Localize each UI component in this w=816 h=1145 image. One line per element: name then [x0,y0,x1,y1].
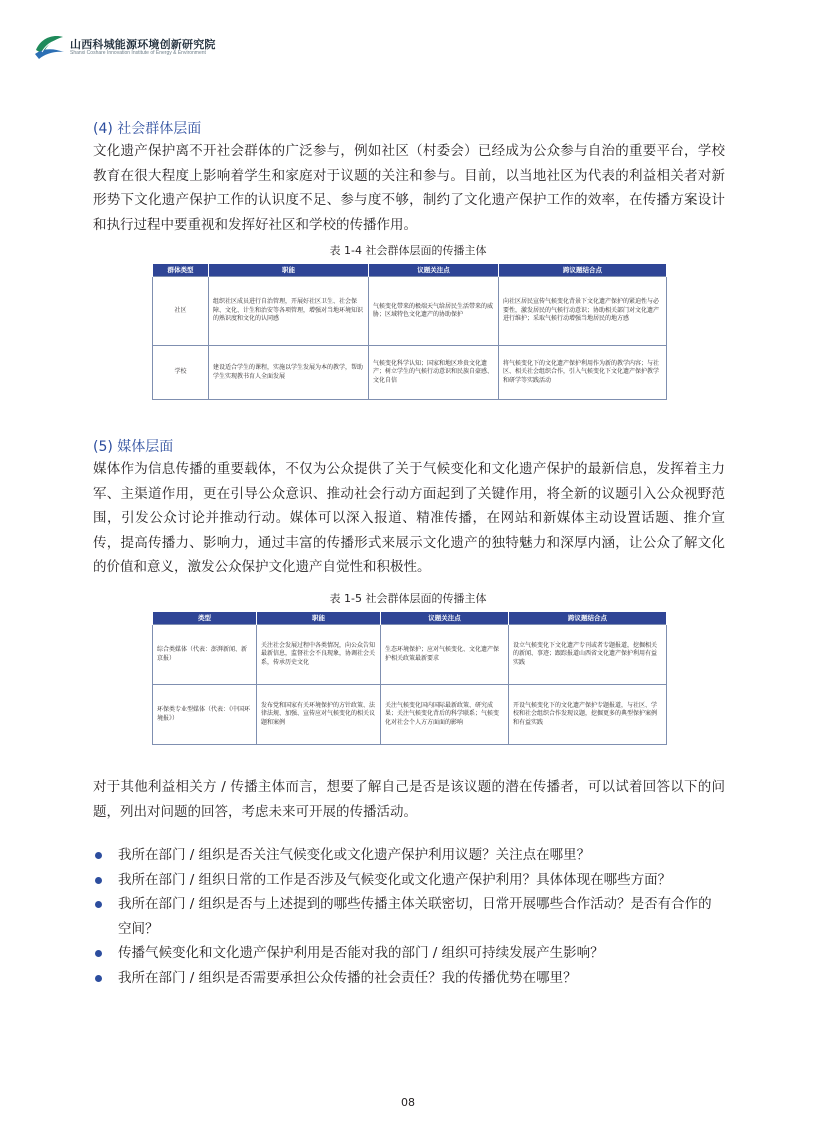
table-cell: 关注社会发展过程中各类情况，向公众告知最新信息，监督社会不良现象，协调社会关系，传承历史文化 [257,625,381,685]
bullet-icon [95,901,102,908]
bullet-icon [95,852,102,859]
column-header: 跨议题结合点 [509,612,667,625]
table-row [153,685,667,745]
table-cell: 组织社区成员进行自治管理，开展好社区卫生、社会保障、文化、计生和治安等各项管理，增强对当地环境知识的熟识度和文化的认同感 [209,277,369,346]
column-header: 跨议题结合点 [499,264,667,277]
table-cell: 环保类专业型媒体（代表：《中国环境报》） [153,685,257,745]
table-caption-1-4: 表 1-4 社会群体层面的传播主体 [329,244,487,257]
table-cell: 生态环境保护；应对气候变化、文化遗产保护相关政策最新要求 [381,625,509,685]
list-item [93,941,725,966]
institute-name: 山西科城能源环境创新研究院 [70,38,216,51]
table-cell: 气候变化科学认知；国家和地区珍贵文化遗产；树立学生的气候行动意识和民族自豪感、文化自信 [369,346,499,400]
table-cell: 设立气候变化下文化遗产专刊或者专题报道，挖掘相关的新闻、事迹；跟踪报道山西省文化遗产保护利用有益实践 [509,625,667,685]
bullet-icon [95,975,102,982]
list-item [93,892,725,941]
list-item-text: 传播气候变化和文化遗产保护利用是否能对我的部门 / 组织可持续发展产生影响？ [118,945,604,961]
column-header: 职能 [209,264,369,277]
table-media [152,612,667,745]
list-item-text: 我所在部门 / 组织是否与上述提到的哪些传播主体关联密切，日常开展哪些合作活动？是否有合作的空间？ [118,896,712,937]
column-header: 议题关注点 [369,264,499,277]
page-number: 08 [401,1096,415,1109]
column-header: 类型 [153,612,257,625]
column-header: 职能 [257,612,381,625]
table-cell: 向社区居民宣传气候变化背景下文化遗产保护的紧迫性与必要性，激发居民的气候行动意识；协助相关部门对文化遗产进行维护；采取气候行动增强当地居民的地方感 [499,277,667,346]
list-item-text: 我所在部门 / 组织是否需要承担公众传播的社会责任？我的传播优势在哪里？ [118,969,577,986]
table-cell: 气候变化带来的极端天气给居民生活带来的威胁；区域特色文化遗产的协助保护 [369,277,499,346]
section-paragraph-media: 媒体作为信息传播的重要载体，不仅为公众提供了关于气候变化和文化遗产保护的最新信息，发挥着主力军、主渠道作用，更在引导公众意识、推动社会行动方面起到了关键作用，将全新的议题引入公众视野范围，引发公众讨论并推动行动。媒体可以深入报道、精准传播，在网站和新媒体主动设置话题、推介宣传，提高传播力、影响力，通过丰富的传播形式来展示文化遗产的独特魅力和深厚内涵，让公众了解文化的价值和意义，激发公众保护文化遗产自觉性和积极性。 [93,461,725,575]
table-row [153,277,667,346]
column-header: 议题关注点 [381,612,509,625]
table-cell: 社区 [153,277,209,346]
list-item-text: 我所在部门 / 组织是否关注气候变化或文化遗产保护利用议题？关注点在哪里？ [118,847,591,863]
table-header-row [153,612,667,625]
table-cell: 开设气候变化下的文化遗产保护专题报道，与社区、学校和社会组织合作发现议题，挖掘更多的典型保护案例和有益实践 [509,685,667,745]
institute-logo [33,30,273,60]
bullet-icon [95,950,102,957]
table-cell: 将气候变化下的文化遗产保护利用作为新的教学内容；与社区、相关社会组织合作，引入气候变化下文化遗产保护教学和研学等实践活动 [499,346,667,400]
section-title-media: (5) 媒体层面 [93,439,174,455]
section-paragraph-social-groups: 文化遗产保护离不开社会群体的广泛参与，例如社区（村委会）已经成为公众参与自治的重要平台，学校教育在很大程度上影响着学生和家庭对于议题的关注和参与。目前，以当地社区为代表的利益相关者对新形势下文化遗产保护工作的认识度不足、参与度不够，制约了文化遗产保护工作的效率，在传播方案设计和执行过程中要重视和发挥好社区和学校的传播作用。 [93,143,725,233]
table-cell: 学校 [153,346,209,400]
table-row [153,346,667,400]
list-item-text: 我所在部门 / 组织日常的工作是否涉及气候变化或文化遗产保护利用？具体体现在哪些方面？ [118,871,672,888]
bullet-icon [95,877,102,884]
list-item [93,868,725,893]
column-header: 群体类型 [153,264,209,277]
closing-paragraph: 对于其他利益相关方 / 传播主体而言，想要了解自己是否是该议题的潜在传播者，可以试着回答以下的问题，列出对问题的回答，考虑未来可开展的传播活动。 [93,779,725,820]
section-title-social-groups: (4) 社会群体层面 [93,121,202,137]
table-cell: 建设适合学生的课程，实施以学生发展为本的教学，帮助学生实现教书育人全面发展 [209,346,369,400]
table-cell: 综合类媒体（代表：澎湃新闻、新京报） [153,625,257,685]
list-item [93,843,725,868]
institute-subtitle: Shanxi Coshare Innovation Institute of Energy & Environment [70,50,206,56]
table-cell: 发布党和国家有关环境保护的方针政策、法律法规、加强、宣传应对气候变化的相关议题和案例 [257,685,381,745]
table-header-row [153,264,667,277]
table-caption-1-5: 表 1-5 社会群体层面的传播主体 [329,592,487,605]
table-cell: 关注气候变化国内国际最新政策、研究成果；关注气候变化背后的科学联系；气候变化对社会个人方方面面的影响 [381,685,509,745]
table-row [153,625,667,685]
list-item [93,966,725,991]
question-list [93,843,725,990]
table-social-groups [152,264,667,400]
leaf-wave-icon [33,30,65,60]
